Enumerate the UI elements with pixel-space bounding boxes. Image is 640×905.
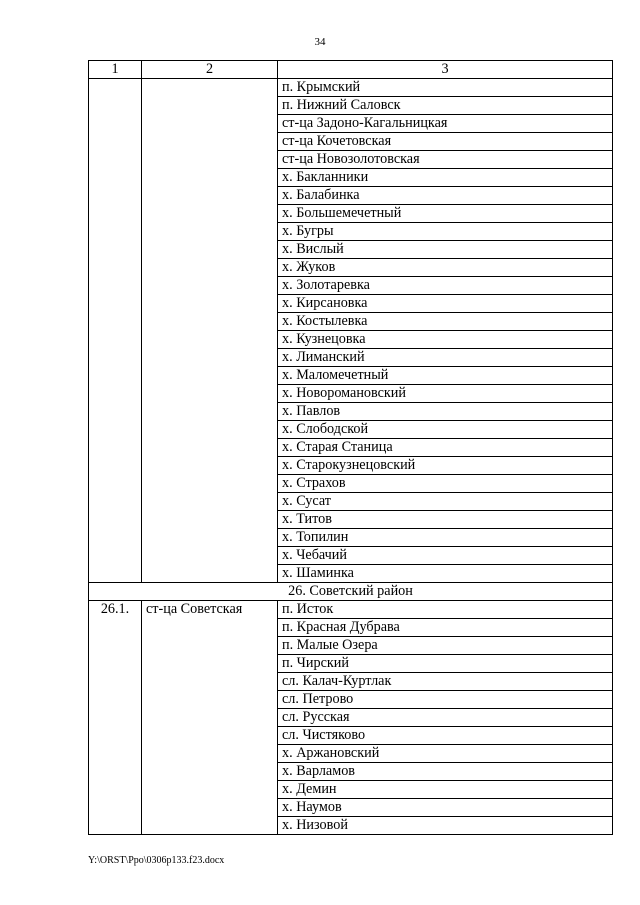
- settlement-cell: х. Шаминка: [278, 565, 613, 583]
- settlement-cell: х. Старая Станица: [278, 439, 613, 457]
- settlement-cell: х. Костылевка: [278, 313, 613, 331]
- table-row: [89, 601, 613, 619]
- settlement-cell: х. Жуков: [278, 259, 613, 277]
- header-cell-col1: 1: [89, 61, 142, 79]
- settlement-cell: ст-ца Кочетовская: [278, 133, 613, 151]
- settlement-cell: х. Варламов: [278, 763, 613, 781]
- settlement-cell: х. Демин: [278, 781, 613, 799]
- settlement-cell: п. Крымский: [278, 79, 613, 97]
- settlement-cell: сл. Русская: [278, 709, 613, 727]
- settlement-cell: сл. Петрово: [278, 691, 613, 709]
- entry-number: 26.1.: [89, 601, 142, 835]
- settlement-cell: х. Павлов: [278, 403, 613, 421]
- settlement-cell: п. Малые Озера: [278, 637, 613, 655]
- settlement-cell: ст-ца Новозолотовская: [278, 151, 613, 169]
- settlement-cell: х. Низовой: [278, 817, 613, 835]
- settlements-table: [88, 60, 613, 835]
- settlement-cell: х. Наумов: [278, 799, 613, 817]
- settlement-cell: п. Красная Дубрава: [278, 619, 613, 637]
- header-cell-col3: 3: [278, 61, 613, 79]
- settlement-cell: х. Бугры: [278, 223, 613, 241]
- settlement-cell: х. Титов: [278, 511, 613, 529]
- settlement-cell: х. Большемечетный: [278, 205, 613, 223]
- center-cell-empty: [142, 79, 278, 583]
- settlement-cell: п. Исток: [278, 601, 613, 619]
- settlement-cell: х. Лиманский: [278, 349, 613, 367]
- settlement-cell: сл. Чистяково: [278, 727, 613, 745]
- section-title: 26. Советский район: [89, 583, 613, 601]
- settlement-cell: х. Бакланники: [278, 169, 613, 187]
- header-cell-col2: 2: [142, 61, 278, 79]
- entry-center: ст-ца Советская: [142, 601, 278, 835]
- section-row: [89, 583, 613, 601]
- settlement-cell: х. Топилин: [278, 529, 613, 547]
- settlement-cell: х. Кузнецовка: [278, 331, 613, 349]
- settlement-cell: х. Золотаревка: [278, 277, 613, 295]
- page-number: 34: [314, 36, 326, 48]
- table-row: [89, 79, 613, 97]
- footer-file-path: Y:\ORST\Ppo\0306p133.f23.docx: [88, 855, 225, 866]
- settlement-cell: п. Нижний Саловск: [278, 97, 613, 115]
- settlement-cell: х. Маломечетный: [278, 367, 613, 385]
- table-header-row: [89, 61, 613, 79]
- settlement-cell: х. Аржановский: [278, 745, 613, 763]
- settlement-cell: х. Страхов: [278, 475, 613, 493]
- table-body: [89, 61, 613, 835]
- number-cell-empty: [89, 79, 142, 583]
- settlement-cell: х. Новоромановский: [278, 385, 613, 403]
- settlement-cell: сл. Калач-Куртлак: [278, 673, 613, 691]
- settlement-cell: п. Чирский: [278, 655, 613, 673]
- settlement-cell: х. Старокузнецовский: [278, 457, 613, 475]
- settlement-cell: х. Вислый: [278, 241, 613, 259]
- settlement-cell: х. Чебачий: [278, 547, 613, 565]
- settlement-cell: х. Слободской: [278, 421, 613, 439]
- settlement-cell: х. Кирсановка: [278, 295, 613, 313]
- settlement-cell: х. Сусат: [278, 493, 613, 511]
- settlement-cell: х. Балабинка: [278, 187, 613, 205]
- settlement-cell: ст-ца Задоно-Кагальницкая: [278, 115, 613, 133]
